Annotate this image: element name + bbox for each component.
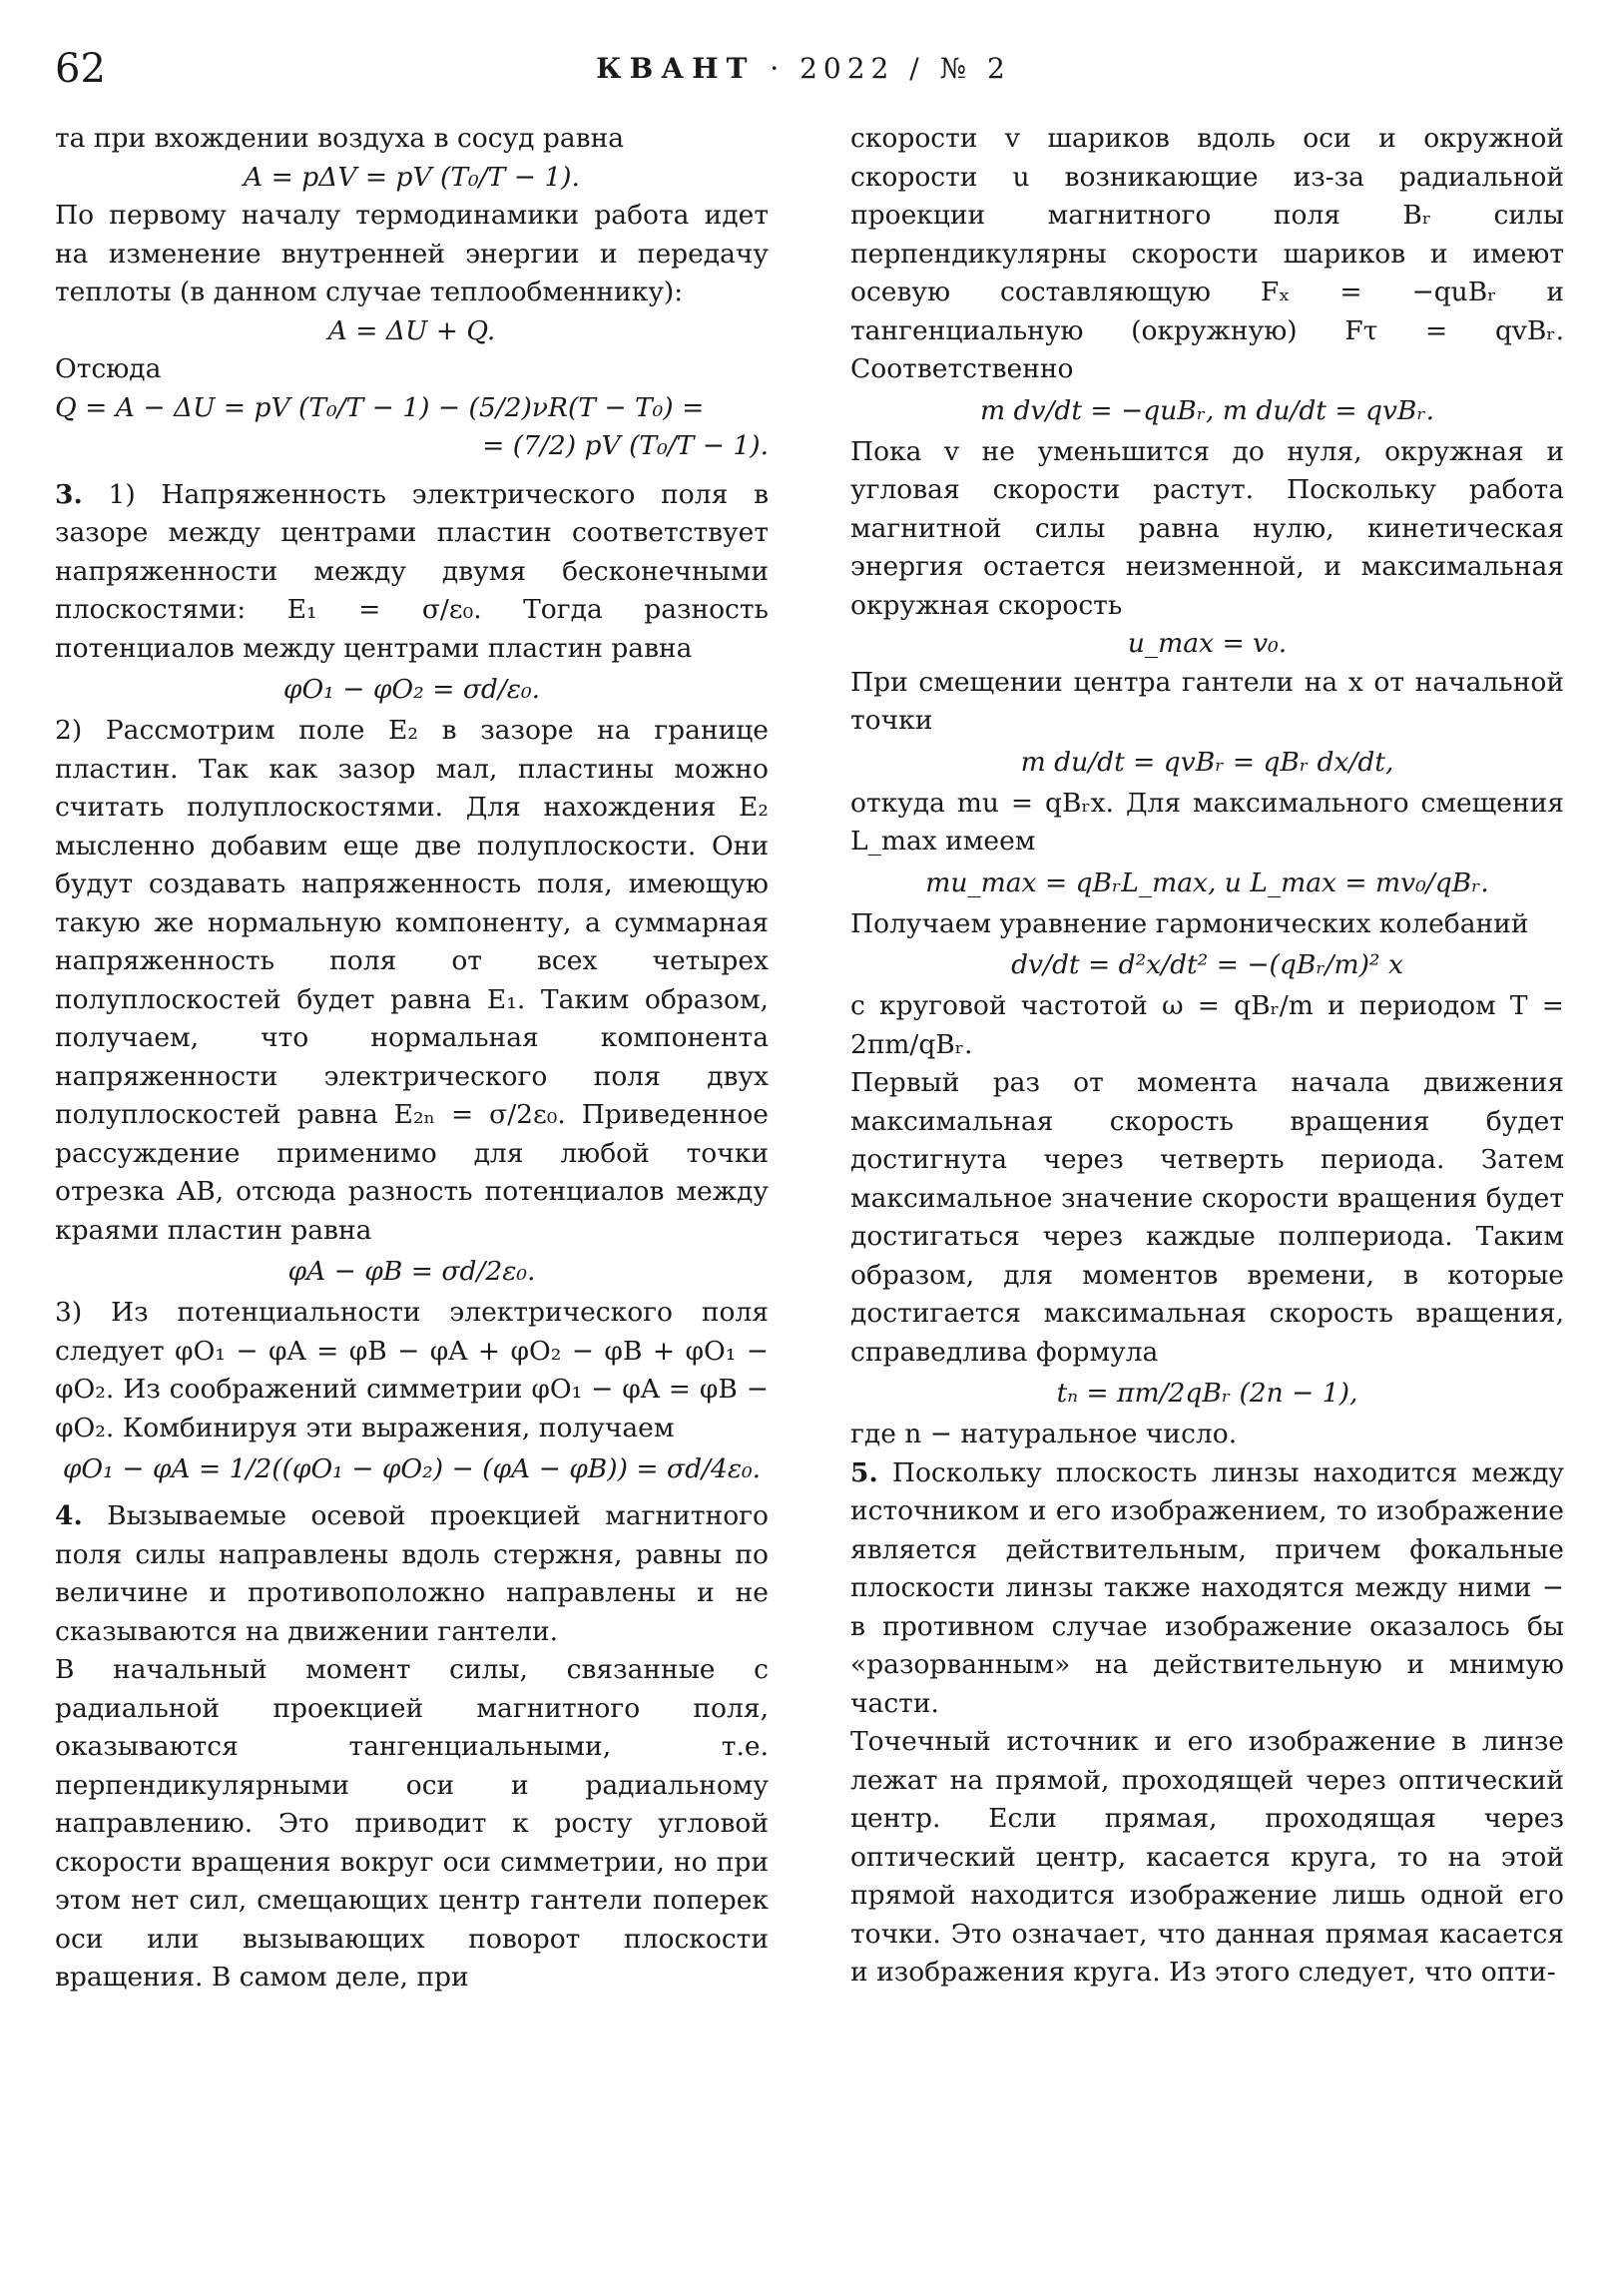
section-4-p1 — [55, 1497, 769, 1651]
paragraph: Точечный источник и его изображение в линзе лежат на прямой, проходящей через оптический центр. Если прямая, проходящая через оптический центр, касается круга, то на этой прямой находится изображение лишь одной его точки. Это означает, что данная прямая касается и изображения круга. Из этого следует, что опти- — [850, 1726, 1564, 1988]
journal-name: КВАНТ — [596, 52, 756, 85]
formula: mu_max = qBᵣL_max, и L_max = mv₀/qBᵣ. — [925, 866, 1489, 898]
formula: u_max = v₀. — [1127, 628, 1288, 659]
paragraph: откуда mu = qBᵣx. Для максимального смещения L_max имеем — [850, 787, 1564, 857]
paragraph-text: Поскольку плоскость линзы находится между источником и его изображением, то изображение является действительным, причем фокальные плоскости линзы также находятся между ними − в противном случае изображение оказалось бы «разорванным» на действительную и мнимую части. — [850, 1456, 1564, 1719]
formula: A = pΔV = pV (T₀/T − 1). — [244, 161, 580, 193]
paragraph: 2) Рассмотрим поле E₂ в зазоре на границе пластин. Так как зазор мал, пластины можно считать полуплоскостями. Для нахождения E₂ мысленно добавим еще две полуплоскости. Они будут создавать напряженность поля, имеющую такую же нормальную компоненту, а суммарная напряженность поля от всех четырех полуплоскостей будет равна E₁. Таким образом, получаем, что нормальная компонента напряженности электрического поля двух полуплоскостей равна E₂ₙ = σ/2ε₀. Приведенное рассуждение применимо для любой точки отрезка AB, отсюда разность потенциалов между краями пластин равна — [55, 715, 769, 1246]
paragraph: с круговой частотой ω = qBᵣ/m и периодом T = 2πm/qBᵣ. — [850, 990, 1564, 1060]
section-3-p1 — [55, 476, 769, 669]
formula: m dv/dt = −quBᵣ, m du/dt = qvBᵣ. — [979, 394, 1435, 426]
paragraph: По первому началу термодинамики работа идет на изменение внутренней энергии и передачу теплоты (в данном случае теплообменнику): — [55, 200, 769, 307]
formula: φO₁ − φO₂ = σd/ε₀. — [282, 674, 541, 705]
paragraph: скорости v шариков вдоль оси и окружной скорости u возникающие из-за радиальной проекции магнитного поля Bᵣ силы перпендикулярны скорости шариков и имеют осевую составляющую Fₓ = −quBᵣ и тангенциальную (окружную) Fτ = qvBᵣ. Соответственно — [850, 123, 1564, 384]
section-number: 5. — [850, 1456, 878, 1488]
formula: Q = A − ΔU = pV (T₀/T − 1) − (5/2)νR(T − T₀) = — [55, 391, 705, 423]
left-column — [55, 120, 769, 1998]
formula: φO₁ − φA = 1/2((φO₁ − φO₂) − (φA − φB)) = σd/4ε₀. — [62, 1453, 762, 1484]
section-number: 3. — [55, 478, 83, 510]
section-number: 4. — [55, 1500, 83, 1531]
formula: tₙ = πm/2qBᵣ (2n − 1), — [1056, 1378, 1358, 1409]
section-5-p1 — [850, 1454, 1564, 1724]
journal-title — [55, 52, 1552, 85]
formula: φA − φB = σd/2ε₀. — [287, 1256, 536, 1287]
formula: m du/dt = qvBᵣ = qBᵣ dx/dt, — [1020, 746, 1394, 778]
page-number: 62 — [55, 46, 106, 92]
right-column — [850, 120, 1564, 1993]
page-header — [55, 46, 1552, 94]
paragraph: 3) Из потенциальности электрического поля следует φO₁ − φA = φB − φA + φO₂ − φB + φO₁ − φO₂. Из соображений симметрии φO₁ − φA = φB − φO₂. Комбинируя эти выражения, получаем — [55, 1297, 769, 1443]
paragraph: Пока v не уменьшится до нуля, окружная и угловая скорости растут. Поскольку работа магнитной силы равна нулю, кинетическая энергия остается неизменной, и максимальная окружная скорость — [850, 435, 1564, 621]
formula: A = ΔU + Q. — [327, 314, 496, 346]
paragraph: где n − натуральное число. — [850, 1419, 1238, 1449]
paragraph: та при вхождении воздуха в сосуд равна — [55, 123, 625, 154]
formula: dv/dt = d²x/dt² = −(qBᵣ/m)² x — [1011, 949, 1403, 980]
paragraph-text: 1) Напряженность электрического поля в зазоре между центрами пластин соответствует напряженности между двумя бесконечными плоскостями: E₁ = σ/ε₀. Тогда разность потенциалов между центрами пластин равна — [55, 478, 769, 664]
paragraph: При смещении центра гантели на x от начальной точки — [850, 666, 1564, 736]
formula: = (7/2) pV (T₀/T − 1). — [482, 430, 769, 461]
paragraph-text: Вызываемые осевой проекцией магнитного поля силы направлены вдоль стержня, равны по величине и противоположно направлены и не сказываются на движении гантели. — [55, 1500, 769, 1647]
paragraph: Получаем уравнение гармонических колебаний — [850, 907, 1529, 939]
paragraph: В начальный момент силы, связанные с радиальной проекцией магнитного поля, оказываются тангенциальными, т.е. перпендикулярными оси и радиальному направлению. Это приводит к росту угловой скорости вращения вокруг оси симметрии, но при этом нет сил, смещающих центр гантели поперек оси или вызывающих поворот плоскости вращения. В самом деле, при — [55, 1654, 769, 1993]
paragraph: Первый раз от момента начала движения максимальная скорость вращения будет достигнута через четверть периода. Затем максимальное значение скорости вращения будет достигаться через каждые полпериода. Таким образом, для моментов времени, в которые достигается максимальная скорость вращения, справедлива формула — [850, 1067, 1564, 1368]
journal-issue: · 2022 / № 2 — [770, 52, 1011, 85]
paragraph: Отсюда — [55, 353, 162, 384]
